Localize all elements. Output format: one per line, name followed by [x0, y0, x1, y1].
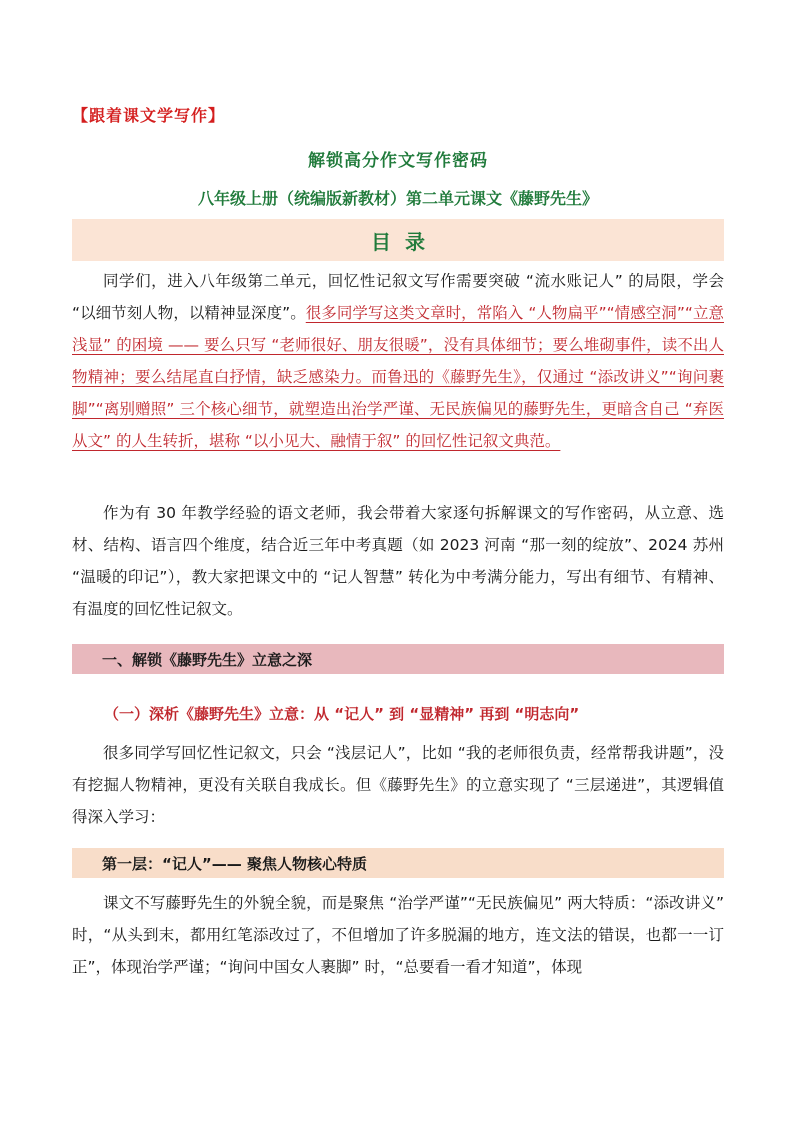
- layer-1-heading: 第一层：“记人”—— 聚焦人物核心特质: [102, 854, 367, 873]
- column-tag: 【跟着课文学写作】: [72, 106, 226, 125]
- toc-label: 目录: [371, 229, 439, 254]
- intro-paragraph-2: 作为有 30 年教学经验的语文老师，我会带着大家逐句拆解课文的写作密码，从立意、选材、结构、语言四个维度，结合近三年中考真题（如 2023 河南 “那一刻的绽放”、2024 苏州 “温暖的印记”），教大家把课文中的 “记人智慧” 转化为中考满分能力，写出有细节、有精神、有温度的回忆性记叙文。: [72, 504, 724, 618]
- layer-1-banner: [72, 848, 724, 878]
- section-1-heading: 一、解锁《藤野先生》立意之深: [102, 650, 313, 669]
- intro-plain-text: 同学们，进入八年级第二单元，回忆性记叙文写作需要突破 “流水账记人” 的局限，学会 “以细节刻人物，以精神显深度”。: [72, 272, 724, 322]
- intro-highlighted-text: 很多同学写这类文章时，常陷入 “人物扁平”“情感空洞”“立意浅显” 的困境 —— 要么只写 “老师很好、朋友很暖”，没有具体细节；要么堆砌事件，读不出人物精神；要么结尾直白抒情，缺乏感染力。而鲁迅的《藤野先生》，仅通过 “添改讲义”“询问裹脚”“离别赠照” 三个核心细节，就塑造出治学严谨、无民族偏见的藤野先生，更暗含自己 “弃医从文” 的人生转折，堪称 “以小见大、融情于叙” 的回忆性记叙文典范。: [72, 304, 724, 450]
- intro-paragraph-1: [72, 265, 724, 457]
- section-1-paragraph: 很多同学写回忆性记叙文，只会 “浅层记人”，比如 “我的老师很负责，经常帮我讲题”，没有挖掘人物精神，更没有关联自我成长。但《藤野先生》的立意实现了 “三层递进”，其逻辑值得深入学习：: [72, 744, 724, 826]
- document-title: 解锁高分作文写作密码: [308, 151, 488, 171]
- toc-banner: [72, 219, 724, 261]
- layer-1-paragraph: 课文不写藤野先生的外貌全貌，而是聚焦 “治学严谨”“无民族偏见” 两大特质：“添改讲义” 时，“从头到末，都用红笔添改过了，不但增加了许多脱漏的地方，连文法的错误，也都一一订正”，体现治学严谨；“询问中国女人裹脚” 时，“总要看一看才知道”，体现: [72, 894, 724, 976]
- subsection-heading: （一）深析《藤野先生》立意：从 “记人” 到 “显精神” 再到 “明志向”: [104, 705, 580, 723]
- section-1-banner: [72, 644, 724, 674]
- document-subtitle: 八年级上册（统编版新教材）第二单元课文《藤野先生》: [197, 189, 598, 208]
